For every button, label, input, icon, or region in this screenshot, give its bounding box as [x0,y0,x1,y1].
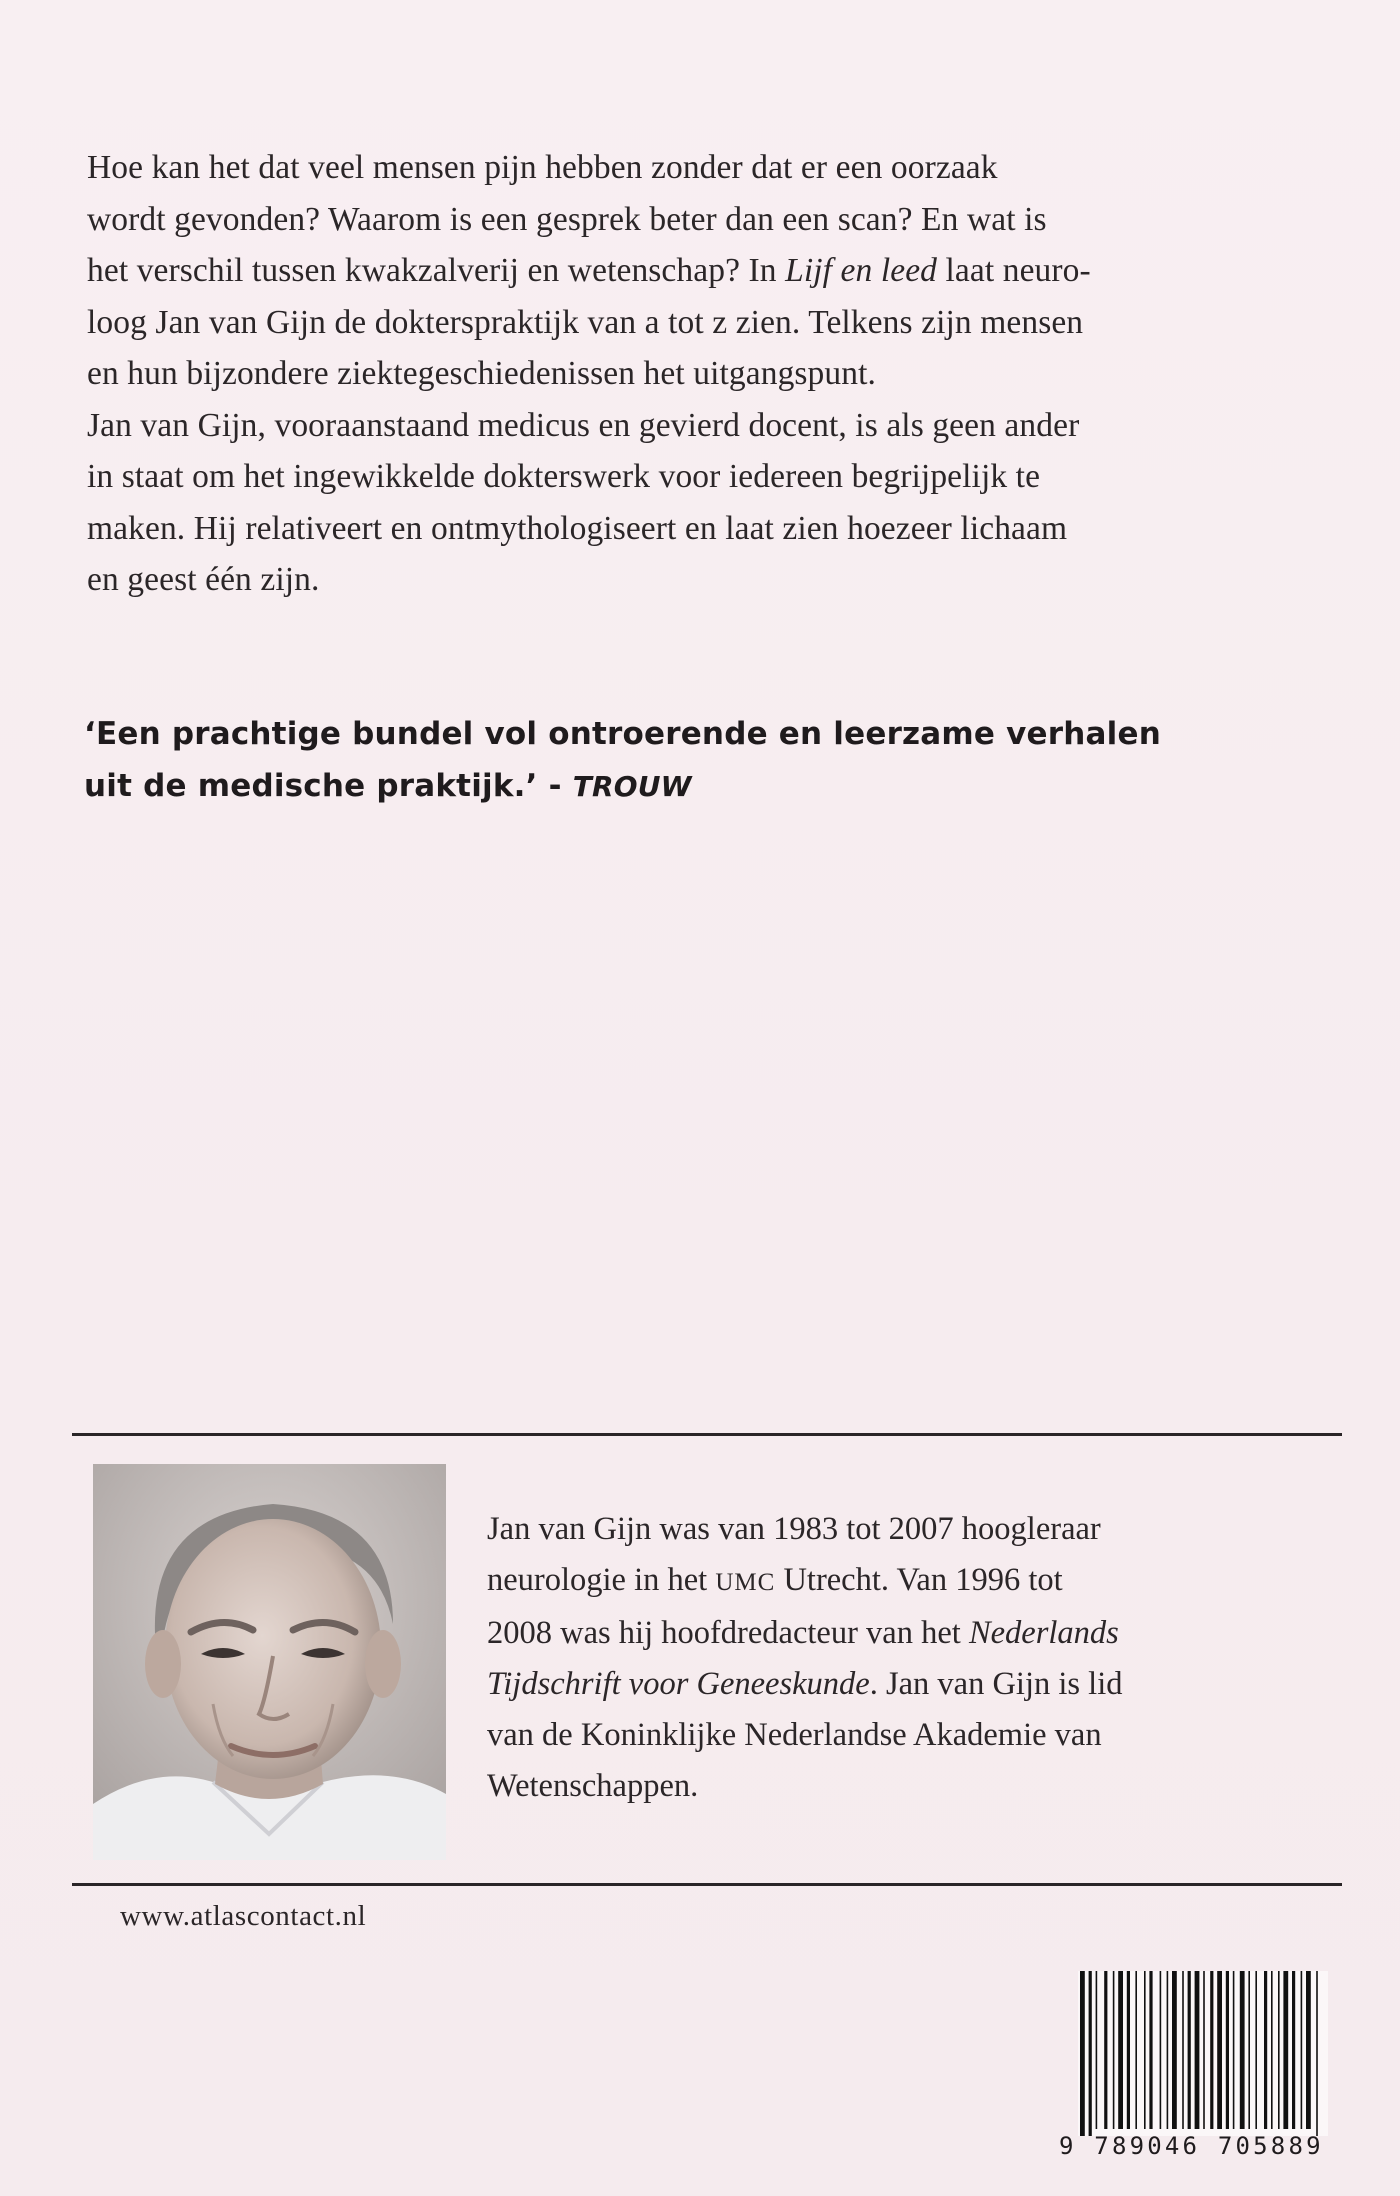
divider-top [72,1433,1342,1436]
barcode-bar [1233,1971,1235,2129]
barcode-bar [1210,1971,1213,2129]
blurb-line: Hoe kan het dat veel mensen pijn hebben zonder dat er een oorzaak [87,149,998,186]
barcode-bar [1316,1971,1318,2136]
barcode-bar [1113,1971,1115,2129]
publisher-url[interactable]: www.atlascontact.nl [120,1900,367,1932]
author-photo [93,1464,446,1860]
quote-fragment: uit de medische praktijk.’ - [84,768,573,804]
isbn-barcode [1078,1971,1328,2136]
press-quote [84,708,1284,813]
blurb-line [87,245,1247,297]
barcode-bar [1306,1971,1311,2129]
barcode-bar [1188,1971,1191,2129]
barcode-icon [1078,1971,1328,2136]
barcode-bar [1283,1971,1288,2129]
journal-title: Tijdschrift voor Geneeskunde [487,1666,870,1702]
barcode-bar [1096,1971,1098,2129]
bio-fragment: 2008 was hij hoofdredacteur van het [487,1615,969,1651]
barcode-bar [1080,1971,1085,2136]
barcode-bar [1118,1971,1123,2129]
barcode-bar [1167,1971,1169,2129]
bio-fragment: neurologie in het [487,1562,716,1598]
barcode-bar [1149,1971,1152,2129]
divider-bottom [72,1883,1342,1886]
journal-title: Nederlands [968,1615,1119,1651]
blurb-line: maken. Hij relativeert en ontmythologiseert en laat zien hoezeer lichaam [87,509,1068,547]
barcode-bar [1195,1971,1200,2129]
barcode-bar [1144,1971,1146,2129]
barcode-bar [1292,1971,1295,2129]
barcode-bar [1264,1971,1267,2129]
bio-line: Jan van Gijn was van 1983 tot 2007 hoogleraar [487,1511,1101,1547]
bio-line [487,1608,1307,1659]
bio-fragment: . Jan van Gijn is lid [869,1666,1123,1702]
blurb-line: in staat om het ingewikkelde dokterswerk voor iedereen begrijpelijk te [87,458,1041,495]
blurb-text [87,142,1247,606]
quote-source: TROUW [572,770,692,803]
barcode-bar [1255,1971,1257,2129]
blurb-line: en hun bijzondere ziektegeschiedenissen het uitgangspunt. [87,355,876,392]
barcode-bar [1217,1971,1222,2129]
bio-line [487,1555,1307,1608]
barcode-bar [1240,1971,1245,2129]
barcode-bar [1271,1971,1273,2129]
barcode-bar [1248,1971,1250,2129]
author-bio [487,1504,1307,1812]
barcode-bar [1301,1971,1303,2129]
barcode-bar [1104,1971,1107,2129]
blurb-fragment: het verschil tussen kwakzalverij en wetenschap? In [87,252,786,289]
blurb-line: en geest één zijn. [87,561,320,598]
bio-line [487,1659,1307,1710]
barcode-bar [1127,1971,1130,2129]
blurb-line: Jan van Gijn, vooraanstaand medicus en gevierd docent, is als geen ander [87,406,1080,444]
bio-line: Wetenschappen. [487,1768,699,1804]
barcode-bar [1172,1971,1177,2129]
author-portrait-icon [93,1464,446,1860]
barcode-bar [1203,1971,1205,2129]
barcode-bar [1226,1971,1229,2129]
isbn-number: 9 789046 705889 [1059,2132,1324,2160]
quote-line [84,760,1284,813]
bio-fragment: Utrecht. Van 1996 tot [775,1562,1063,1598]
barcode-bar [1160,1971,1162,2129]
blurb-line: wordt gevonden? Waarom is een gesprek beter dan een scan? En wat is [87,200,1047,238]
bio-line: van de Koninklijke Nederlandse Akademie van [487,1717,1102,1753]
blurb-line: loog Jan van Gijn de dokterspraktijk van a tot z zien. Telkens zijn mensen [87,303,1084,341]
bio-fragment: UMC [715,1569,776,1596]
barcode-bar [1089,1971,1092,2136]
barcode-bar [1182,1971,1184,2129]
quote-line: ‘Een prachtige bundel vol ontroerende en leerzame verhalen [84,716,1161,752]
barcode-bar [1135,1971,1137,2129]
book-title: Lijf en leed [785,252,938,289]
blurb-fragment: laat neuro- [937,252,1091,289]
barcode-bar [1278,1971,1280,2129]
